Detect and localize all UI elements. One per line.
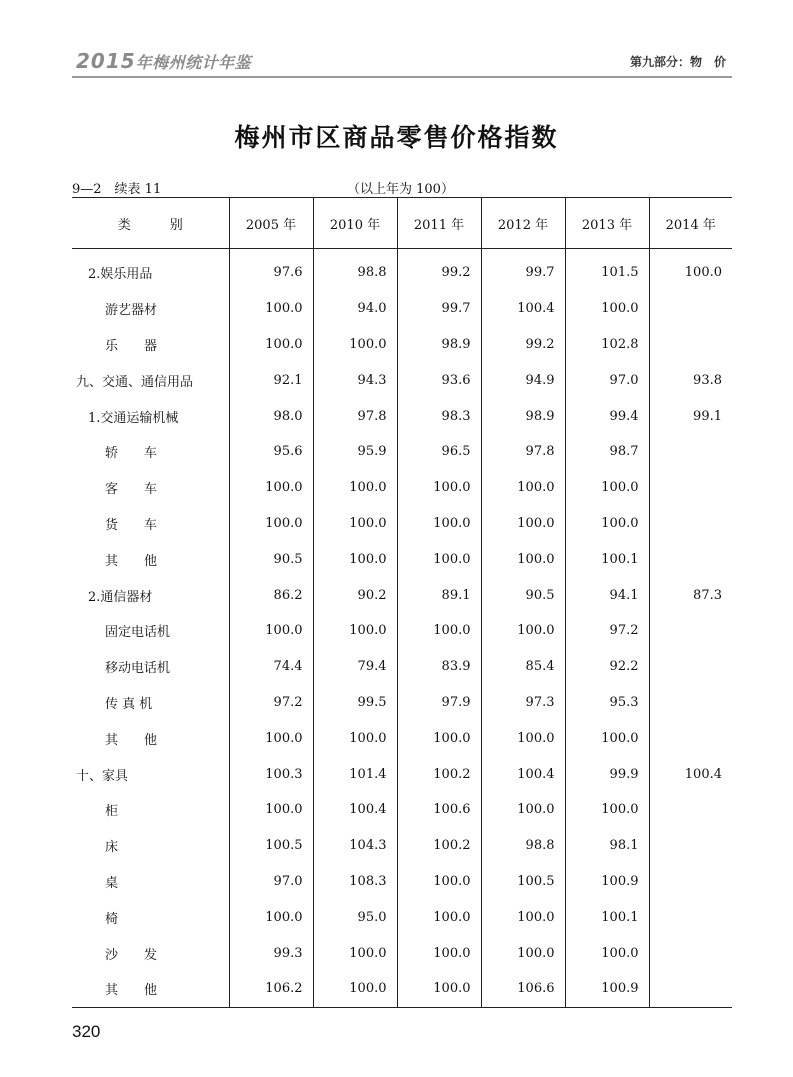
index-value: 100.0	[649, 249, 732, 291]
row-label: 固定电话机	[105, 625, 171, 641]
row-label: 轿 车	[105, 446, 158, 462]
index-value: 99.4	[565, 398, 649, 434]
index-value: 100.0	[481, 506, 565, 542]
index-value: 100.4	[481, 756, 565, 792]
table-row	[72, 864, 732, 900]
header-divider	[72, 76, 732, 78]
index-value	[649, 828, 732, 864]
index-value: 95.9	[313, 434, 397, 470]
index-value	[649, 935, 732, 971]
index-value: 94.3	[313, 362, 397, 398]
index-value: 100.4	[313, 792, 397, 828]
table-row	[72, 756, 732, 792]
yearbook-brand	[76, 49, 251, 73]
index-value: 98.9	[397, 327, 481, 363]
index-value: 104.3	[313, 828, 397, 864]
index-value: 94.1	[565, 577, 649, 613]
index-value: 101.4	[313, 756, 397, 792]
index-value: 97.2	[565, 613, 649, 649]
index-value: 74.4	[229, 649, 313, 685]
index-value	[649, 541, 732, 577]
index-value: 102.8	[565, 327, 649, 363]
page-number: 320	[72, 1022, 101, 1041]
index-value	[649, 613, 732, 649]
column-header-year: 2011 年	[397, 198, 481, 249]
index-value: 98.1	[565, 828, 649, 864]
row-label: 传 真 机	[105, 696, 153, 712]
index-value: 100.9	[565, 971, 649, 1007]
index-value: 100.0	[397, 971, 481, 1007]
table-row	[72, 828, 732, 864]
table-row	[72, 291, 732, 327]
index-value: 97.8	[313, 398, 397, 434]
index-value	[649, 470, 732, 506]
index-value: 98.0	[229, 398, 313, 434]
row-label: 货 车	[105, 517, 158, 533]
row-label: 2.通信器材	[88, 589, 153, 605]
column-header-year: 2012 年	[481, 198, 565, 249]
index-value: 92.2	[565, 649, 649, 685]
index-value: 99.9	[565, 756, 649, 792]
index-value: 100.0	[397, 899, 481, 935]
table-row	[72, 649, 732, 685]
table-row	[72, 506, 732, 542]
index-value: 100.0	[313, 613, 397, 649]
header-row	[72, 198, 732, 249]
index-value: 108.3	[313, 864, 397, 900]
index-value: 100.0	[481, 899, 565, 935]
index-value: 94.0	[313, 291, 397, 327]
index-value	[649, 291, 732, 327]
row-label: 其 他	[105, 553, 158, 569]
index-value: 90.5	[481, 577, 565, 613]
index-value: 98.3	[397, 398, 481, 434]
index-value	[649, 792, 732, 828]
column-header-year: 2010 年	[313, 198, 397, 249]
row-label: 九、交通、通信用品	[76, 374, 194, 390]
index-value: 97.0	[229, 864, 313, 900]
index-value: 94.9	[481, 362, 565, 398]
index-value: 100.4	[481, 291, 565, 327]
index-value: 98.8	[481, 828, 565, 864]
row-label: 其 他	[105, 983, 158, 999]
index-value: 100.0	[481, 935, 565, 971]
index-value: 99.5	[313, 685, 397, 721]
index-value: 98.7	[565, 434, 649, 470]
brand-year: 2015	[76, 49, 136, 73]
index-value: 99.1	[649, 398, 732, 434]
index-value: 100.4	[649, 756, 732, 792]
index-value: 100.0	[565, 935, 649, 971]
index-value: 92.1	[229, 362, 313, 398]
table-row	[72, 249, 732, 291]
section-label: 第九部分：物 价	[629, 55, 726, 69]
index-value: 100.0	[481, 720, 565, 756]
index-value: 100.0	[397, 935, 481, 971]
index-value: 100.0	[481, 470, 565, 506]
index-value: 100.0	[565, 470, 649, 506]
index-value	[649, 864, 732, 900]
table-row	[72, 541, 732, 577]
row-label: 其 他	[105, 732, 158, 748]
row-label: 十、家具	[76, 768, 129, 784]
column-header-year: 2005 年	[229, 198, 313, 249]
index-value: 100.0	[397, 720, 481, 756]
index-value: 100.0	[313, 327, 397, 363]
index-value: 100.5	[481, 864, 565, 900]
index-value: 97.2	[229, 685, 313, 721]
index-value: 100.0	[313, 541, 397, 577]
index-value: 99.7	[481, 249, 565, 291]
index-value: 100.0	[565, 291, 649, 327]
index-value	[649, 720, 732, 756]
column-header-category: 类 别	[72, 198, 229, 249]
running-header	[72, 44, 732, 74]
index-value: 85.4	[481, 649, 565, 685]
index-value: 79.4	[313, 649, 397, 685]
index-value: 99.2	[397, 249, 481, 291]
index-value: 99.3	[229, 935, 313, 971]
index-value: 100.0	[229, 506, 313, 542]
index-value: 99.2	[481, 327, 565, 363]
index-value	[649, 327, 732, 363]
table-row	[72, 434, 732, 470]
index-value: 101.5	[565, 249, 649, 291]
index-value: 100.0	[397, 506, 481, 542]
index-value: 99.7	[397, 291, 481, 327]
index-value: 100.0	[229, 470, 313, 506]
index-value: 95.3	[565, 685, 649, 721]
table-id: 9—2 续表 11	[72, 182, 162, 197]
index-value: 100.0	[313, 470, 397, 506]
table-row	[72, 470, 732, 506]
index-value: 100.0	[229, 792, 313, 828]
index-value: 100.0	[397, 864, 481, 900]
index-value: 100.3	[229, 756, 313, 792]
index-value: 106.2	[229, 971, 313, 1007]
index-value: 100.0	[565, 506, 649, 542]
index-value: 100.2	[397, 756, 481, 792]
row-label: 2.娱乐用品	[88, 267, 153, 283]
table-row	[72, 577, 732, 613]
row-label: 桌	[105, 875, 119, 891]
base-note: （以上年为 100）	[347, 182, 454, 197]
index-value: 93.8	[649, 362, 732, 398]
index-value: 89.1	[397, 577, 481, 613]
table-body	[72, 249, 732, 1008]
index-value: 100.0	[565, 720, 649, 756]
index-value: 98.9	[481, 398, 565, 434]
index-value: 100.0	[481, 613, 565, 649]
index-value: 100.0	[565, 792, 649, 828]
index-value: 100.1	[565, 541, 649, 577]
index-value: 100.0	[313, 971, 397, 1007]
row-label: 1.交通运输机械	[88, 410, 179, 426]
column-header-year: 2013 年	[565, 198, 649, 249]
row-label: 游艺器材	[105, 303, 158, 319]
index-value: 87.3	[649, 577, 732, 613]
row-label: 床	[105, 840, 119, 856]
index-value: 100.0	[481, 541, 565, 577]
index-value	[649, 649, 732, 685]
table-row	[72, 899, 732, 935]
index-value: 100.0	[313, 720, 397, 756]
index-value: 97.3	[481, 685, 565, 721]
index-value: 100.0	[397, 613, 481, 649]
index-value: 95.0	[313, 899, 397, 935]
index-value: 83.9	[397, 649, 481, 685]
index-value: 100.0	[397, 541, 481, 577]
index-value	[649, 685, 732, 721]
index-value: 100.0	[229, 291, 313, 327]
index-value: 97.9	[397, 685, 481, 721]
table-row	[72, 685, 732, 721]
table-row	[72, 613, 732, 649]
table-row	[72, 935, 732, 971]
row-label: 椅	[105, 911, 119, 927]
index-value: 86.2	[229, 577, 313, 613]
index-value: 100.0	[481, 792, 565, 828]
row-label: 客 车	[105, 482, 158, 498]
row-label: 乐 器	[105, 338, 158, 354]
index-value	[649, 971, 732, 1007]
index-value: 93.6	[397, 362, 481, 398]
index-value: 97.8	[481, 434, 565, 470]
row-label: 移动电话机	[105, 661, 171, 677]
table-row	[72, 398, 732, 434]
index-value: 100.5	[229, 828, 313, 864]
index-value: 100.0	[229, 899, 313, 935]
index-value: 100.6	[397, 792, 481, 828]
index-value: 100.2	[397, 828, 481, 864]
index-value	[649, 506, 732, 542]
page-title: 梅州市区商品零售价格指数	[234, 123, 559, 152]
index-value: 106.6	[481, 971, 565, 1007]
row-label: 沙 发	[105, 947, 158, 963]
column-header-year: 2014 年	[649, 198, 732, 249]
index-value: 97.6	[229, 249, 313, 291]
brand-text: 年梅州统计年鉴	[135, 53, 252, 72]
index-value: 95.6	[229, 434, 313, 470]
index-value: 90.5	[229, 541, 313, 577]
table-caption	[72, 178, 732, 198]
index-value	[649, 899, 732, 935]
index-value: 100.0	[229, 613, 313, 649]
table-row	[72, 971, 732, 1007]
index-value: 98.8	[313, 249, 397, 291]
table-row	[72, 792, 732, 828]
price-index-table	[72, 197, 732, 1008]
table-row	[72, 327, 732, 363]
index-value: 97.0	[565, 362, 649, 398]
index-value: 90.2	[313, 577, 397, 613]
table-row	[72, 362, 732, 398]
index-value: 96.5	[397, 434, 481, 470]
index-value: 100.0	[229, 720, 313, 756]
index-value: 100.0	[229, 327, 313, 363]
index-value: 100.1	[565, 899, 649, 935]
index-value: 100.0	[313, 506, 397, 542]
row-label: 柜	[105, 804, 119, 820]
table-row	[72, 720, 732, 756]
index-value: 100.0	[313, 935, 397, 971]
index-value	[649, 434, 732, 470]
index-value: 100.0	[397, 470, 481, 506]
index-value: 100.9	[565, 864, 649, 900]
